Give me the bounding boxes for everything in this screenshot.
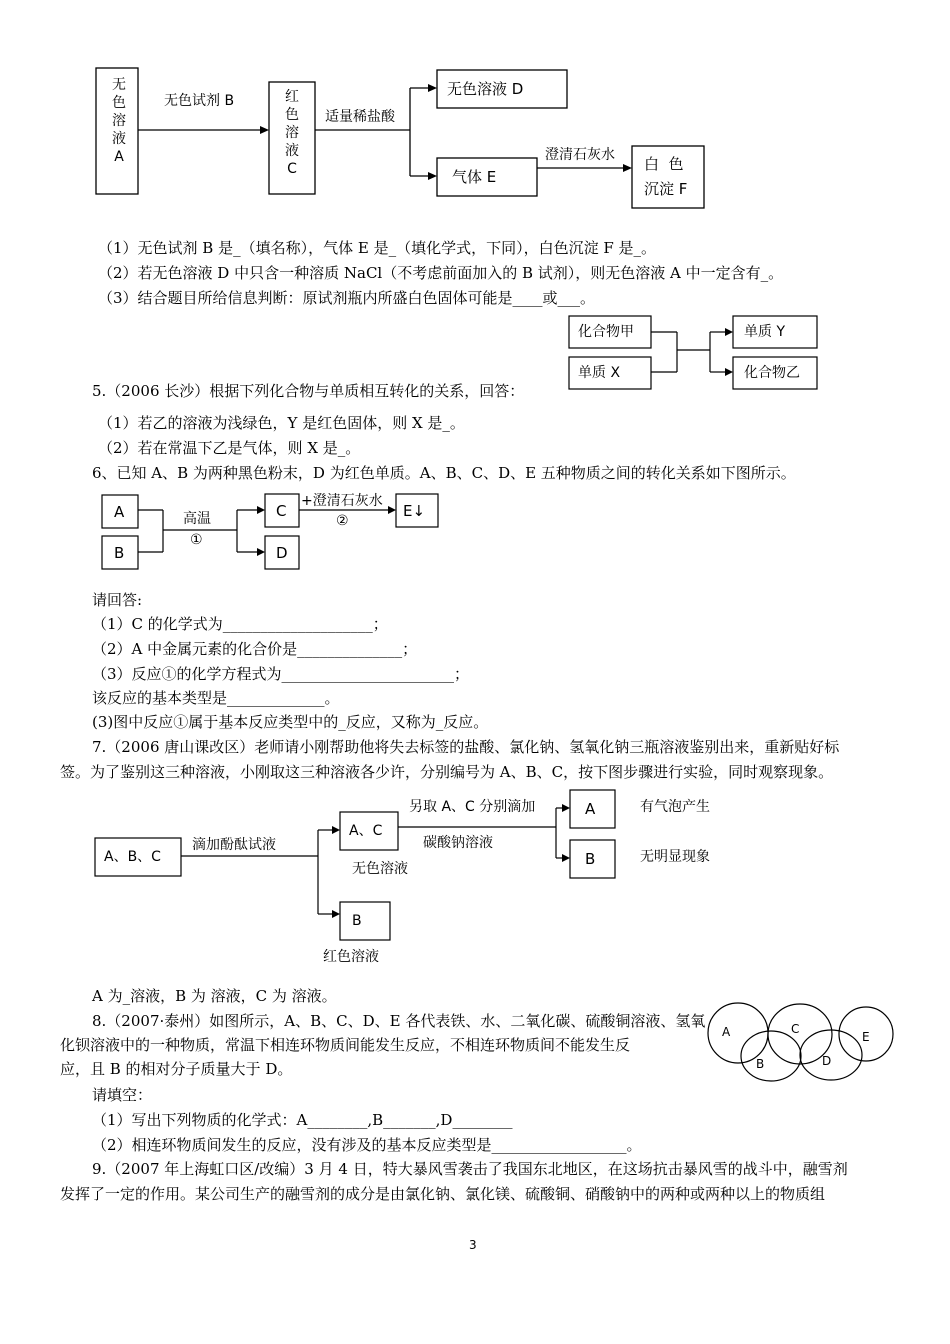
label-sodium-carbonate: 碳酸钠溶液 <box>423 835 493 851</box>
box-a-char: 溶 <box>112 113 126 129</box>
q4-sub1: （1）无色试剂 B 是_（填名称），气体 E 是_（填化学式，下同），白色沉淀 F 是_。 <box>98 239 657 257</box>
box-result-a: A <box>585 800 596 818</box>
box-d-text: 无色溶液 D <box>447 80 524 98</box>
q8-prompt: 请填空： <box>92 1086 153 1104</box>
ring-label-c: C <box>791 1022 800 1036</box>
result-no-change: 无明显现象 <box>640 849 710 865</box>
box-c-char: 液 <box>285 143 299 159</box>
label-reaction-2: ② <box>336 513 349 529</box>
q9-line2: 发挥了一定的作用。某公司生产的融雪剂的成分是由氯化钠、氯化镁、硫酸铜、硝酸钠中的两种或两种以上的物质组 <box>60 1185 826 1203</box>
box-e-text: 气体 E <box>452 168 497 186</box>
q5-sub1: （1）若乙的溶液为浅绿色，Y 是红色固体，则 X 是_。 <box>98 414 465 432</box>
box-abc: A、B、C <box>104 849 161 865</box>
q6-sub1: （1）C 的化学式为____________________； <box>92 615 388 633</box>
box-b-red: B <box>352 913 362 929</box>
ring-label-e: E <box>862 1030 870 1044</box>
box-a-char: 色 <box>112 95 126 111</box>
box-c-char: 溶 <box>285 125 299 141</box>
label-red-solution: 红色溶液 <box>323 949 379 965</box>
label-dilute-hcl: 适量稀盐酸 <box>325 109 395 125</box>
label-take-ac: 另取 A、C 分别滴加 <box>409 799 536 815</box>
q7-stem-line1: 7.（2006 唐山课改区）老师请小刚帮助他将失去标签的盐酸、氯化钠、氢氧化钠三瓶溶液鉴别出来，重新贴好标 <box>92 738 840 756</box>
ring-b <box>741 1031 801 1081</box>
box-compound-jia: 化合物甲 <box>578 324 634 340</box>
q6-prompt: 请回答: <box>92 591 143 609</box>
q4-sub3: （3）结合题目所给信息判断：原试剂瓶内所盛白色固体可能是____或___。 <box>98 289 596 307</box>
result-bubbles: 有气泡产生 <box>640 799 710 815</box>
box-e: E↓ <box>403 502 426 520</box>
box-a-char: A <box>114 149 124 165</box>
q6-sub5: (3)图中反应①属于基本反应类型中的_反应，又称为_反应。 <box>92 713 489 731</box>
page-number: 3 <box>469 1238 477 1252</box>
label-high-temp: 高温 <box>183 511 211 527</box>
box-f-line1: 白 色 <box>644 155 684 173</box>
q8-stem-line2: 化钡溶液中的一种物质，常温下相连环物质间能发生反应，不相连环物质间不能发生反 <box>60 1036 631 1054</box>
ring-label-d: D <box>822 1054 832 1068</box>
q8-stem-line1: 8.（2007·泰州）如图所示，A、B、C、D、E 各代表铁、水、二氧化碳、硫酸铜溶液、氢氧 <box>92 1012 706 1030</box>
label-plus-limewater: +澄清石灰水 <box>301 493 383 509</box>
label-colorless-solution: 无色溶液 <box>352 861 408 877</box>
box-a-char: 液 <box>112 131 126 147</box>
q5-stem: 5.（2006 长沙）根据下列化合物与单质相互转化的关系，回答： <box>92 382 525 400</box>
q6-stem: 6、已知 A、B 为两种黑色粉末，D 为红色单质。A、B、C、D、E 五种物质之间的转化关系如下图所示。 <box>92 464 796 482</box>
box-c-char: 色 <box>285 107 299 123</box>
q6-sub2: （2）A 中金属元素的化合价是______________； <box>92 640 418 658</box>
q5-sub2: （2）若在常温下乙是气体，则 X 是_。 <box>98 439 361 457</box>
box-c: C <box>276 502 287 520</box>
q6-sub4: 该反应的基本类型是_____________。 <box>92 689 340 707</box>
q8-sub2: （2）相连环物质间发生的反应，没有涉及的基本反应类型是__________________。 <box>92 1136 642 1154</box>
q6-sub3: （3）反应①的化学方程式为_______________________； <box>92 665 470 683</box>
q8-stem-line3: 应，且 B 的相对分子质量大于 D。 <box>60 1060 293 1078</box>
box-f-line2: 沉淀 F <box>644 180 688 198</box>
box-d: D <box>276 544 288 562</box>
box-c-char: C <box>287 161 297 177</box>
q7-stem-line2: 签。为了鉴别这三种溶液，小刚取这三种溶液各少许，分别编号为 A、B、C，按下图步骤进行实验，同时观察现象。 <box>60 763 834 781</box>
q9-line1: 9.（2007 年上海虹口区/改编）3 月 4 日，特大暴风雪袭击了我国东北地区，在这场抗击暴风雪的战斗中，融雪剂 <box>92 1160 848 1178</box>
box-element-x: 单质 X <box>578 365 621 381</box>
label-add-phenolphthalein: 滴加酚酞试液 <box>192 837 276 853</box>
q7-answer: A 为_溶液，B 为 溶液，C 为 溶液。 <box>92 987 337 1005</box>
box-c-char: 红 <box>285 89 299 105</box>
ring-label-b: B <box>756 1057 765 1071</box>
box-compound-yi: 化合物乙 <box>744 365 800 381</box>
ring-label-a: A <box>722 1025 731 1039</box>
label-limewater: 澄清石灰水 <box>545 147 615 163</box>
label-reaction-1: ① <box>190 532 203 548</box>
box-element-y: 单质 Y <box>744 324 786 340</box>
box-b: B <box>114 544 125 562</box>
box-result-b: B <box>585 850 596 868</box>
label-reagent-b: 无色试剂 B <box>164 93 235 109</box>
box-ac: A、C <box>349 823 383 839</box>
q4-sub2: （2）若无色溶液 D 中只含一种溶质 NaCl（不考虑前面加入的 B 试剂），则无色溶液 A 中一定含有_。 <box>98 264 784 282</box>
box-a-char: 无 <box>112 77 126 93</box>
q8-sub1: （1）写出下列物质的化学式：A________,B_______,D________ <box>92 1111 513 1129</box>
box-a: A <box>114 503 125 521</box>
